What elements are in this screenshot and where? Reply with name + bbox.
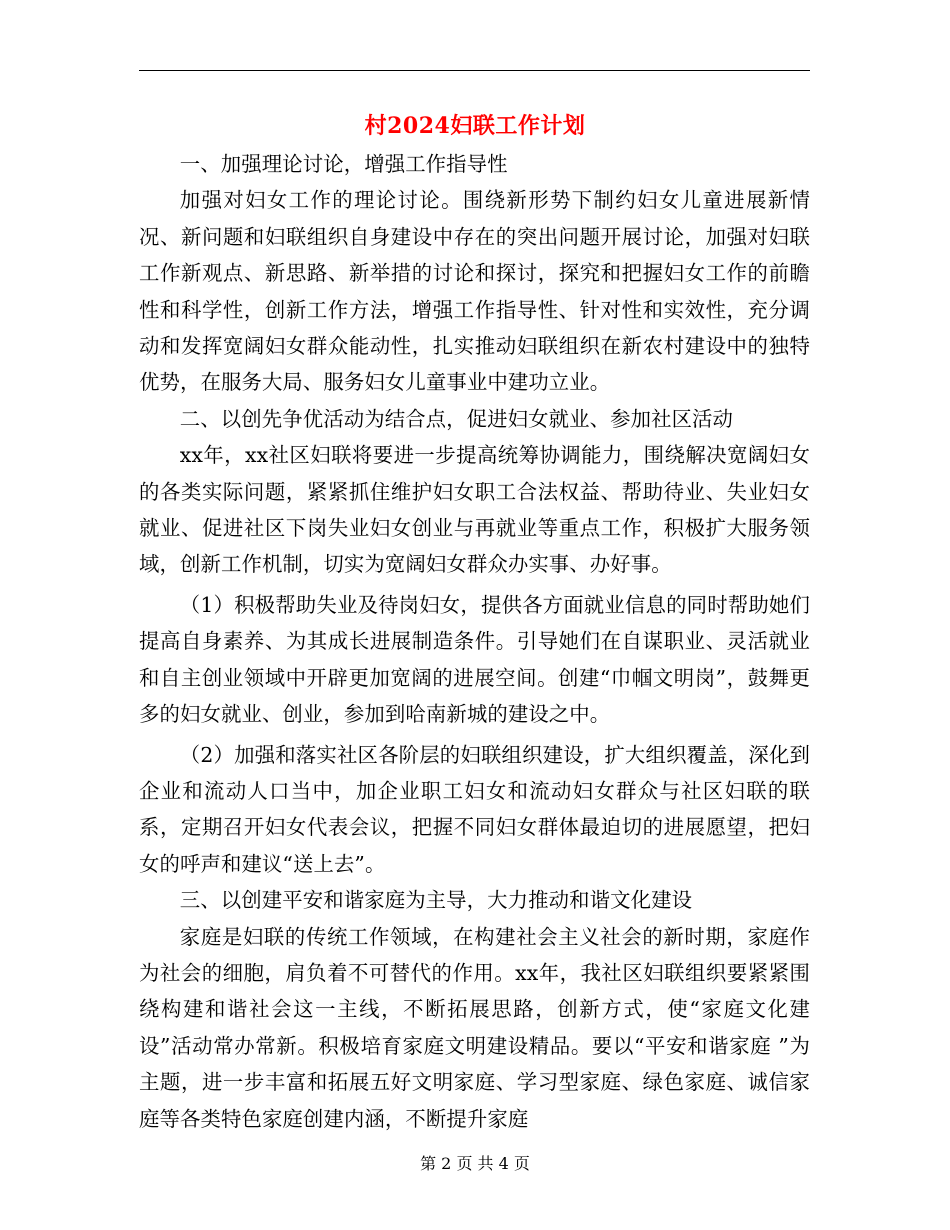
section-heading-2: 二、以创先争优活动为结合点，促进妇女就业、参加社区活动 bbox=[179, 406, 734, 431]
paragraph-1: 加强对妇女工作的理论讨论。围绕新形势下制约妇女儿童进展新情况、新问题和妇联组织自身建设中存在的突出问题开展讨论，加强对妇联工作新观点、新思路、新举措的讨论和探讨，探究和把握妇女工作的前瞻性和科学性，创新工作方法，增强工作指导性、针对性和实效性，充分调动和发挥宽阔妇女群众能动性，扎实推动妇联组织在新农村建设中的独特优势，在服务大局、服务妇女儿童事业中建功立业。 bbox=[139, 188, 810, 395]
paragraph-2: xx年，xx社区妇联将要进一步提高统筹协调能力，围绕解决宽阔妇女的各类实际问题，紧紧抓住维护妇女职工合法权益、帮助待业、失业妇女就业、促进社区下岗失业妇女创业与再就业等重点工作，积极扩大服务领域，创新工作机制，切实为宽阔妇女群众办实事、办好事。 bbox=[139, 443, 810, 577]
page-number: 第 2 页 共 4 页 bbox=[420, 1154, 530, 1173]
document-title: 村2024妇联工作计划 bbox=[364, 113, 586, 139]
section-heading-3: 三、以创建平安和谐家庭为主导，大力推动和谐文化建设 bbox=[179, 888, 693, 913]
header-rule bbox=[139, 70, 810, 71]
paragraph-3: 家庭是妇联的传统工作领域，在构建社会主义社会的新时期，家庭作为社会的细胞，肩负着不可替代的作用。xx年，我社区妇联组织要紧紧围绕构建和谐社会这一主线，不断拓展思路，创新方式，使“家庭文化建设”活动常办常新。积极培育家庭文明建设精品。要以“平安和谐家庭 ”为主题，进一步丰富和拓展五好文明家庭、学习型家庭、绿色家庭、诚信家庭等各类特色家庭创建内涵，不断提升家庭 bbox=[139, 924, 810, 1131]
list-item-2: （2）加强和落实社区各阶层的妇联组织建设，扩大组织覆盖，深化到企业和流动人口当中，加企业职工妇女和流动妇女群众与社区妇联的联系，定期召开妇女代表会议，把握不同妇女群体最迫切的进展愿望，把妇女的呼声和建议“送上去”。 bbox=[139, 742, 810, 876]
list-item-1: （1）积极帮助失业及待岗妇女，提供各方面就业信息的同时帮助她们提高自身素养、为其成长进展制造条件。引导她们在自谋职业、灵活就业和自主创业领域中开辟更加宽阔的进展空间。创建“巾帼文明岗”，鼓舞更多的妇女就业、创业，参加到哈南新城的建设之中。 bbox=[139, 592, 810, 727]
section-heading-1: 一、加强理论讨论，增强工作指导性 bbox=[179, 152, 508, 176]
document-body bbox=[139, 146, 810, 1137]
